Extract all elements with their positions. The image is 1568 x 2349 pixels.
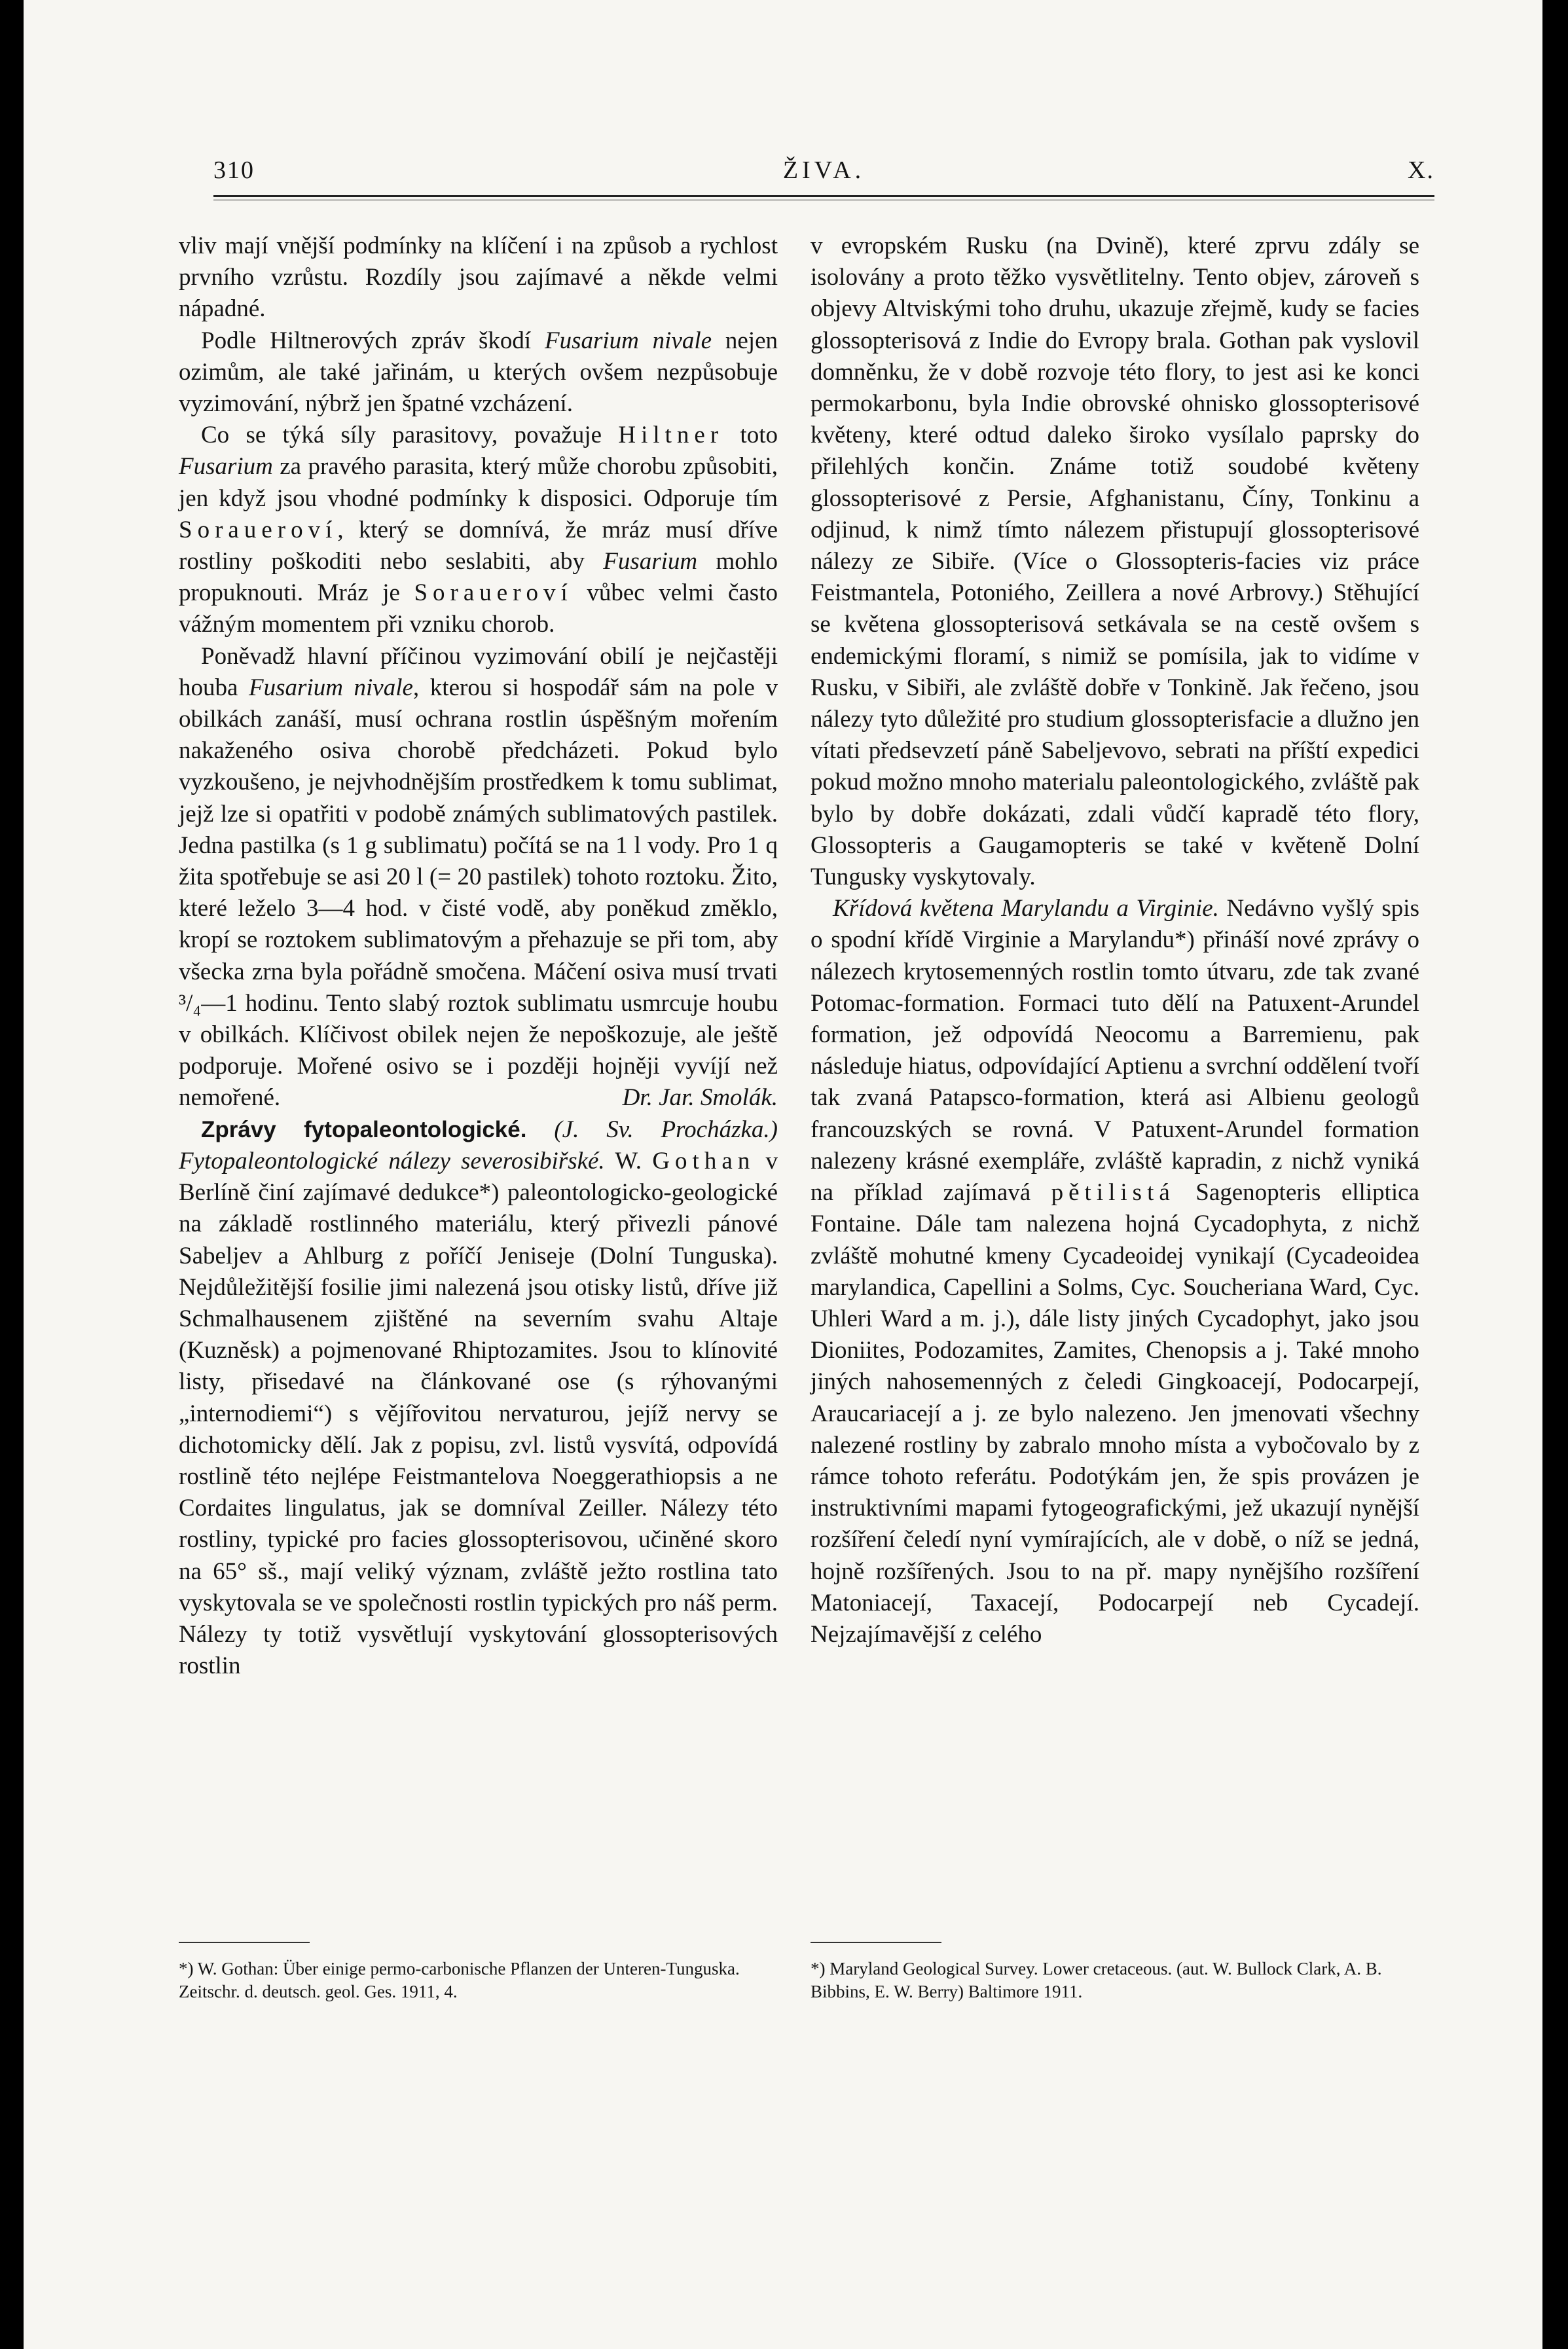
signature: Dr. Jar. Smolák.: [622, 1084, 778, 1112]
paragraph: Křídová květena Marylandu a Virginie. Nedávno vyšlý spis o spodní křídě Virginie a Marylandu*) přináší nové zprávy o nálezech krytosemenných rostlin tomto útvaru, zde tak zvané Potomac-formation. Formaci tuto dělí na Patuxent-Arundel formation, jež odpovídá Neocomu a Barremienu, pak následuje hiatus, odpovídající Aptienu a svrchní oddělení tvoří tak zvaná Patapsco-formation, která asi Albienu geologů francouzských se rovná. V Patuxent-Arundel formation nalezeny krásné exempláře, zvláště kapradin, z nichž vyniká na příklad zajímavá pětilistá Sagenopteris elliptica Fontaine. Dále tam nalezena hojná Cycadophyta, z nichž zvláště mohutné kmeny Cycadeoidej vynikají (Cycadeoidea marylandica, Capellini a Solms, Cyc. Soucheriana Ward, Cyc. Uhleri Ward a m. j.), dále listy jiných Cycadophyt, jako jsou Dioniites, Podozamites, Zamites, Chenopsis a j. Také mnoho jiných nahosemenných z čeledi Gingkoacejí, Podocarpejí, Araucariacejí a j. ze bylo nalezeno. Jen jmenovati všechny nalezené rostliny by zabralo mnoho místa a vybočovalo by z rámce tohoto referátu. Podotýkám jen, že spis provázen je instruktivními mapami fytogeografickými, jež ukazují nynější rozšíření čeledí nyní vymírajících, ale v době, o níž se jedná, hojně rozšířených. Jsou to na př. mapy nynějšího rozšíření Matoniacejí, Taxacejí, Podocarpejí neb Cycadejí. Nejzajímavější z celého: [811, 895, 1419, 1648]
header-rule: [213, 195, 1434, 200]
left-column: [179, 230, 778, 1682]
journal-title: ŽIVA.: [782, 156, 866, 184]
footnote-left: *) W. Gothan: Über einige permo-carbonische Pflanzen der Unteren-Tunguska. Zeitschr. d. deutsch. geol. Ges. 1911, 4.: [179, 1959, 740, 2001]
right-column: [811, 230, 1419, 1650]
paragraph: v evropském Rusku (na Dvině), které zprvu zdály se isolovány a proto těžko vysvětlitelny. Tento objev, zároveň s objevy Altviskými toho druhu, ukazuje zřejmě, kudy se facies glossopterisová z Indie do Evropy brala. Gothan pak vyslovil domněnku, že v době rozvoje této flory, to jest asi ke konci permokarbonu, byla Indie obrovské ohnisko glossopterisové květeny, které odtud daleko široko vysílalo paprsky do přilehlých končin. Známe totiž soudobé květeny glossopterisové z Persie, Afghanistanu, Číny, Tonkinu a odjinud, k nimž tímto nálezem přistupují glossopterisové nálezy ze Sibiře. (Více o Glossopteris-facies viz práce Feistmantela, Potoniého, Zeillera a nové Arbrovy.) Stěhující se květena glossopterisová setkávala se na cestě ovšem s endemickými floramí, s nimiž se pomísila, jak to vidíme v Rusku, v Sibiři, ale zvláště dobře v Tonkině. Jak řečeno, jsou nálezy tyto důležité pro studium glossopterisfacie a dlužno jen vítati předsevzetí páně Sabeljevovo, sebrati na příští expedici pokud možno mnoho materialu paleontologického, zvláště pak bylo by dobře dokázati, zdali vůdčí kapradě této flory, Glossopteris a Gaugamopteris se také v květeně Dolní Tungusky vyskytovaly.: [811, 232, 1419, 891]
page-number: 310: [213, 156, 255, 184]
footnote-rule: [811, 1942, 941, 1943]
author-name: Soraueroví: [414, 579, 573, 607]
paragraph: Poněvadž hlavní příčinou vyzimování obilí je nejčastěji houba Fusarium nivale, kterou si hospodář sám na pole v obilkách zanáší, musí ochrana rostlin úspěšným mořením nakaženého osiva chorobě předcházeti. Pokud bylo vyzkoušeno, je nejvhodnějším prostředkem k tomu sublimat, jejž lze si opatřiti v podobě známých sublimatových pastilek. Jedna pastilka (s 1 g sublimatu) počítá se na 1 l vody. Pro 1 q žita spotřebuje se asi 20 l (= 20 pastilek) tohoto roztoku. Žito, které leželo 3—4 hod. v čisté vodě, aby poněkud změklo, kropí se roztokem sublimatovým a přehazuje se při tom, aby všecka zrna byla pořádně smočena. Máčení osiva musí trvati ³/₄—1 hodinu. Tento slabý roztok sublimatu usmrcuje houbu v obilkách. Klíčivost obilek nejen že nepoškozuje, ale ještě podporuje. Mořené osivo se i později hojněji vyvíjí než nemořené. Dr. Jar. Smolák.: [179, 641, 778, 1114]
paragraph: vliv mají vnější podmínky na klíčení i na způsob a rychlost prvního vzrůstu. Rozdíly jsou zajímavé a někde velmi nápadné.: [179, 232, 778, 323]
volume-number: X.: [1408, 156, 1434, 184]
journal-page: [24, 0, 1542, 2349]
author-name: Hiltner: [618, 422, 724, 449]
paragraph: Zprávy fytopaleontologické. (J. Sv. Procházka.) Fytopaleontologické nálezy severosibiřské. W. Gothan v Berlíně činí zajímavé dedukce*) paleontologicko-geologické na základě rostlinného materiálu, který přivezli pánové Sabeljev a Ahlburg z poříčí Jeniseje (Dolní Tunguska). Nejdůležitější fosilie jimi nalezená jsou otisky listů, dříve již Schmalhausenem zjištěné na severním svahu Altaje (Kuzněsk) a pojmenované Rhiptozamites. Jsou to klínovité listy, přisedavé na článkované ose (s rýhovanými „internodiemi“) s vějířovitou nervaturou, jejíž nervy se dichotomicky dělí. Jak z popisu, zvl. listů vysvítá, odpovídá rostlině této nejlépe Feistmantelova Noeggerathiopsis a ne Cordaites lingulatus, jak se domníval Zeiller. Nálezy této rostliny, typické pro facies glossopterisovou, učiněné skoro na 65° sš., mají veliký význam, zvláště ježto rostlina tato vyskytovala se ve společnosti rostlin typických pro náš perm. Nálezy ty totiž vysvětlují vyskytování glossopterisových rostlin: [179, 1116, 778, 1680]
footnote-right: *) Maryland Geological Survey. Lower cretaceous. (aut. W. Bullock Clark, A. B. Bibbins, E. W. Berry) Baltimore 1911.: [811, 1959, 1382, 2001]
section-heading: Křídová květena Marylandu a Virginie.: [833, 895, 1219, 922]
section-rubric: Zprávy fytopaleontologické.: [201, 1116, 527, 1142]
footnote-rule: [179, 1942, 310, 1943]
paragraph: Co se týká síly parasitovy, považuje Hiltner toto Fusarium za pravého parasita, který může chorobu způsobiti, jen když jsou vhodné podmínky k disposici. Odporuje tím Soraueroví, který se domnívá, že mráz musí dříve rostliny poškoditi nebo seslabiti, aby Fusarium mohlo propuknouti. Mráz je Soraueroví vůbec velmi často vážným momentem při vzniku chorob.: [179, 422, 778, 638]
author-name: Soraueroví: [179, 516, 338, 543]
paragraph: Podle Hiltnerových zpráv škodí Fusarium nivale nejen ozimům, ale také jařinám, u kterých ovšem nezpůsobuje vyzimování, nýbrž jen špatné vzcházení.: [179, 327, 778, 418]
author-name: Gothan: [652, 1147, 756, 1174]
